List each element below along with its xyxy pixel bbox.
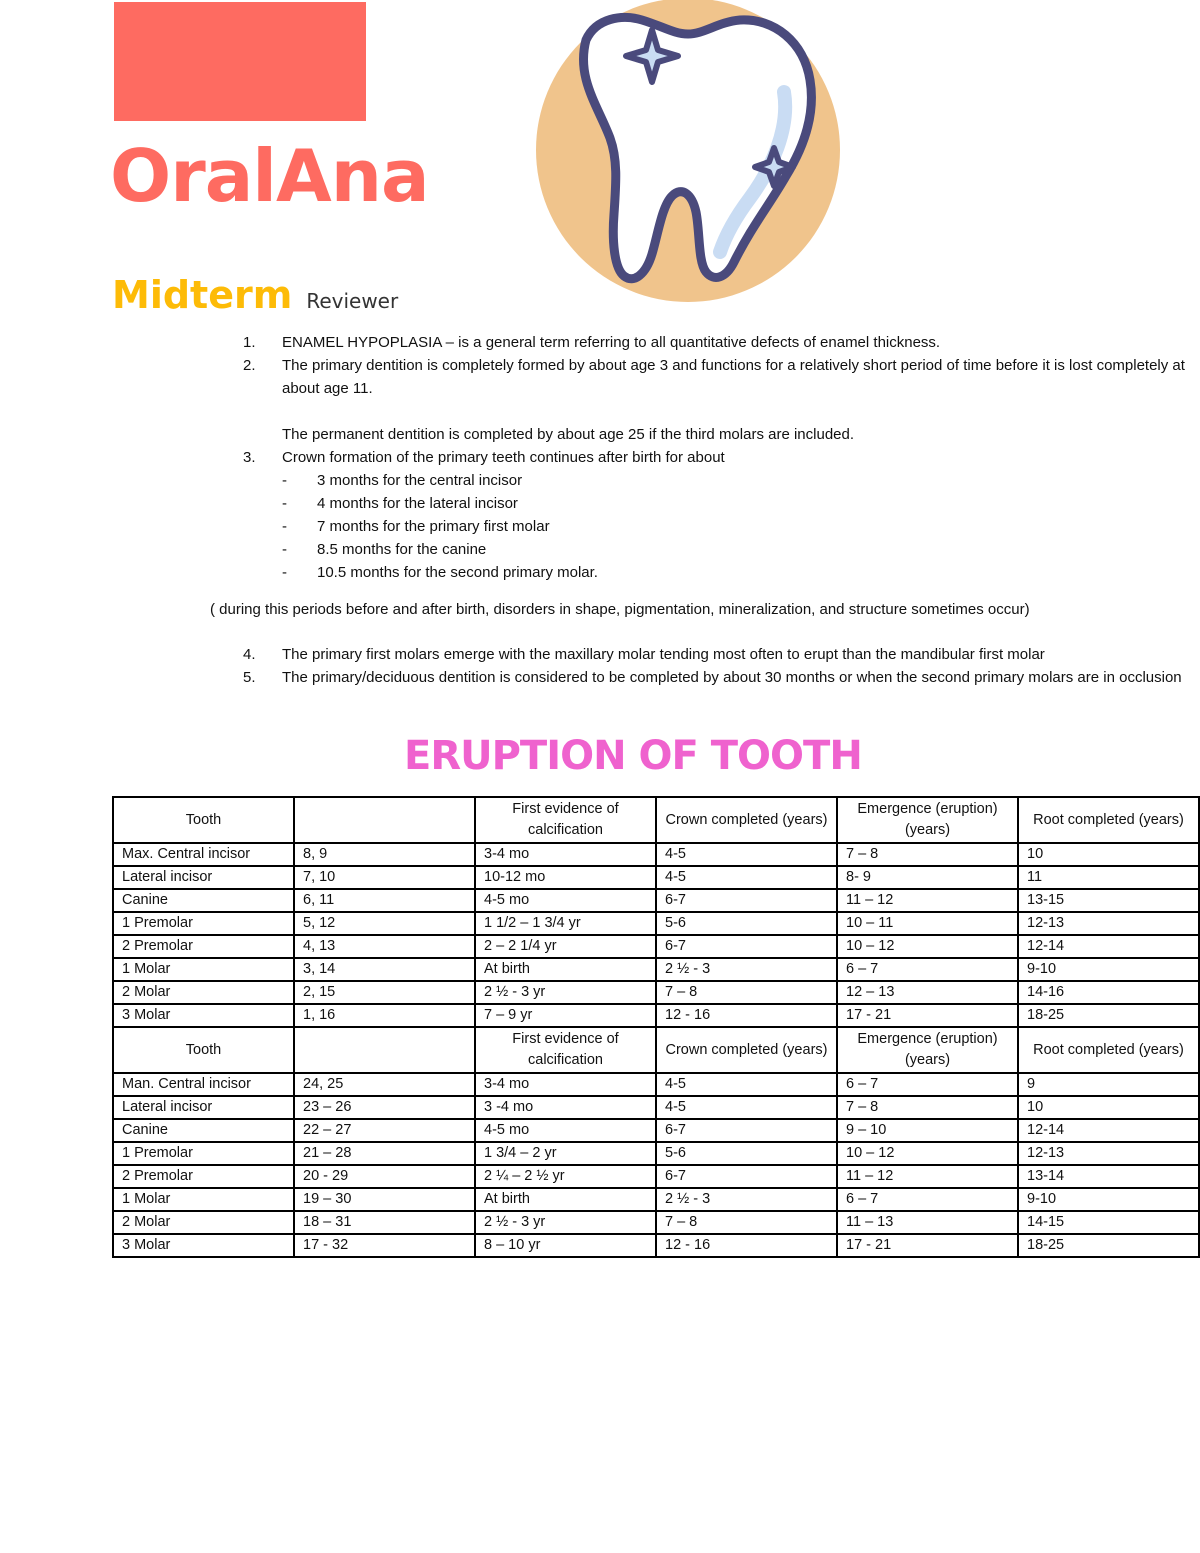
table-row	[113, 1142, 1199, 1165]
table-cell: 17 - 21	[837, 1234, 1018, 1257]
bullet-item: - 8.5 months for the canine	[282, 541, 487, 558]
table-header-cell: Emergence (eruption) (years)	[837, 1027, 1018, 1073]
table-header-cell: Crown completed (years)	[656, 797, 837, 843]
table-row	[113, 1073, 1199, 1096]
table-cell: 12-14	[1018, 935, 1199, 958]
table-cell: 4-5	[656, 866, 837, 889]
subtitle-midterm: Midterm	[112, 273, 293, 317]
note-item: 5. The primary/deciduous dentition is considered to be completed by about 30 months or when the second primary molars are in occlusion	[243, 669, 1182, 686]
table-cell: 7 – 9 yr	[475, 1004, 656, 1027]
table-row	[113, 912, 1199, 935]
table-cell: 7 – 8	[837, 1096, 1018, 1119]
table-header-row	[113, 797, 1199, 843]
table-header-cell: Tooth	[113, 797, 294, 843]
table-cell: 2 ½ - 3	[656, 1188, 837, 1211]
table-cell: 10 – 12	[837, 935, 1018, 958]
table-cell: 13-14	[1018, 1165, 1199, 1188]
table-cell: 6, 11	[294, 889, 475, 912]
table-cell: Man. Central incisor	[113, 1073, 294, 1096]
table-cell: 2, 15	[294, 981, 475, 1004]
table-cell: 17 - 21	[837, 1004, 1018, 1027]
table-cell: 18-25	[1018, 1004, 1199, 1027]
table-cell: 22 – 27	[294, 1119, 475, 1142]
table-cell: 2 ½ - 3 yr	[475, 1211, 656, 1234]
table-cell: 18-25	[1018, 1234, 1199, 1257]
table-header-cell: First evidence of calcification	[475, 797, 656, 843]
table-cell: 1, 16	[294, 1004, 475, 1027]
table-row	[113, 958, 1199, 981]
table-cell: 20 - 29	[294, 1165, 475, 1188]
table-cell: 3 Molar	[113, 1234, 294, 1257]
table-cell: 2 – 2 1/4 yr	[475, 935, 656, 958]
table-header-cell	[294, 797, 475, 843]
table-cell: 7 – 8	[837, 843, 1018, 866]
table-cell: Max. Central incisor	[113, 843, 294, 866]
table-header-cell: First evidence of calcification	[475, 1027, 656, 1073]
table-cell: 6 – 7	[837, 958, 1018, 981]
table-header-cell: Crown completed (years)	[656, 1027, 837, 1073]
bullet-item: - 4 months for the lateral incisor	[282, 495, 518, 512]
table-cell: 6-7	[656, 935, 837, 958]
brand-title: OralAna	[110, 134, 429, 218]
note-item: 3. Crown formation of the primary teeth continues after birth for about	[243, 449, 725, 466]
table-row	[113, 935, 1199, 958]
table-header-row	[113, 1027, 1199, 1073]
table-cell: At birth	[475, 1188, 656, 1211]
table-title: ERUPTION OF TOOTH	[404, 733, 862, 779]
brand-color-block	[114, 2, 366, 121]
table-cell: 6-7	[656, 889, 837, 912]
table-cell: 11 – 12	[837, 889, 1018, 912]
table-row	[113, 1188, 1199, 1211]
bullet-item: - 10.5 months for the second primary molar.	[282, 564, 598, 581]
table-row	[113, 1119, 1199, 1142]
table-row	[113, 1096, 1199, 1119]
table-row	[113, 1234, 1199, 1257]
table-cell: 7, 10	[294, 866, 475, 889]
note-item: 4. The primary first molars emerge with the maxillary molar tending most often to erupt than the mandibular first molar	[243, 646, 1045, 663]
table-cell: 10	[1018, 843, 1199, 866]
table-cell: 8, 9	[294, 843, 475, 866]
table-cell: 7 – 8	[656, 1211, 837, 1234]
table-cell: 11 – 13	[837, 1211, 1018, 1234]
table-cell: 3-4 mo	[475, 843, 656, 866]
table-cell: 17 - 32	[294, 1234, 475, 1257]
bullet-item: - 7 months for the primary first molar	[282, 518, 550, 535]
table-cell: 14-16	[1018, 981, 1199, 1004]
table-cell: Lateral incisor	[113, 866, 294, 889]
table-cell: 4-5 mo	[475, 1119, 656, 1142]
table-cell: 6 – 7	[837, 1188, 1018, 1211]
table-cell: At birth	[475, 958, 656, 981]
table-cell: 9-10	[1018, 958, 1199, 981]
table-cell: 12 - 16	[656, 1004, 837, 1027]
table-cell: 18 – 31	[294, 1211, 475, 1234]
notes-list-continued	[243, 643, 1193, 689]
table-cell: Lateral incisor	[113, 1096, 294, 1119]
subtitle-reviewer: Reviewer	[306, 289, 399, 313]
table-cell: 4-5 mo	[475, 889, 656, 912]
table-cell: 12-14	[1018, 1119, 1199, 1142]
table-cell: 6-7	[656, 1119, 837, 1142]
table-cell: 2 Molar	[113, 981, 294, 1004]
table-cell: 2 Molar	[113, 1211, 294, 1234]
table-cell: 3 Molar	[113, 1004, 294, 1027]
table-cell: 4-5	[656, 1073, 837, 1096]
table-cell: 23 – 26	[294, 1096, 475, 1119]
table-cell: 9	[1018, 1073, 1199, 1096]
table-cell: 11 – 12	[837, 1165, 1018, 1188]
table-cell: 21 – 28	[294, 1142, 475, 1165]
table-cell: 12 - 16	[656, 1234, 837, 1257]
notes-list	[243, 331, 1193, 584]
table-cell: Canine	[113, 889, 294, 912]
table-row	[113, 866, 1199, 889]
table-cell: 2 ¼ – 2 ½ yr	[475, 1165, 656, 1188]
table-cell: 10	[1018, 1096, 1199, 1119]
table-cell: Canine	[113, 1119, 294, 1142]
table-cell: 14-15	[1018, 1211, 1199, 1234]
table-header-cell: Root completed (years)	[1018, 797, 1199, 843]
table-row	[113, 981, 1199, 1004]
table-cell: 8- 9	[837, 866, 1018, 889]
table-cell: 9-10	[1018, 1188, 1199, 1211]
table-cell: 6 – 7	[837, 1073, 1018, 1096]
table-cell: 5, 12	[294, 912, 475, 935]
subtitle	[112, 273, 399, 317]
table-cell: 10 – 11	[837, 912, 1018, 935]
table-row	[113, 889, 1199, 912]
table-header-cell: Emergence (eruption) (years)	[837, 797, 1018, 843]
table-cell: 3-4 mo	[475, 1073, 656, 1096]
table-cell: 2 Premolar	[113, 935, 294, 958]
table-cell: 3 -4 mo	[475, 1096, 656, 1119]
table-cell: 9 – 10	[837, 1119, 1018, 1142]
tooth-illustration	[534, 0, 842, 303]
table-cell: 10-12 mo	[475, 866, 656, 889]
table-cell: 4, 13	[294, 935, 475, 958]
table-cell: 10 – 12	[837, 1142, 1018, 1165]
table-cell: 3, 14	[294, 958, 475, 981]
note-item: 1. ENAMEL HYPOPLASIA – is a general term referring to all quantitative defects of enamel thickness.	[243, 334, 941, 351]
table-cell: 7 – 8	[656, 981, 837, 1004]
table-header-cell	[294, 1027, 475, 1073]
table-row	[113, 1004, 1199, 1027]
table-cell: 24, 25	[294, 1073, 475, 1096]
table-row	[113, 843, 1199, 866]
table-cell: 6-7	[656, 1165, 837, 1188]
table-cell: 2 ½ - 3	[656, 958, 837, 981]
table-row	[113, 1165, 1199, 1188]
table-header-cell: Tooth	[113, 1027, 294, 1073]
table-cell: 12 – 13	[837, 981, 1018, 1004]
parenthetical-note: ( during this periods before and after birth, disorders in shape, pigmentation, mineralization, and structure sometimes occur)	[210, 601, 1030, 618]
table-cell: 4-5	[656, 843, 837, 866]
table-cell: 1 1/2 – 1 3/4 yr	[475, 912, 656, 935]
table-cell: 8 – 10 yr	[475, 1234, 656, 1257]
table-header-cell: Root completed (years)	[1018, 1027, 1199, 1073]
table-cell: 5-6	[656, 1142, 837, 1165]
table-cell: 1 3/4 – 2 yr	[475, 1142, 656, 1165]
note-item: 2. The primary dentition is completely formed by about age 3 and functions for a relatively short period of time before it is lost completely at about age 11. The permanent dentition is completed by about age 25 if the third molars are included.	[243, 354, 1193, 446]
table-cell: 1 Molar	[113, 1188, 294, 1211]
note-subparagraph: The permanent dentition is completed by about age 25 if the third molars are included.	[282, 426, 855, 443]
table-cell: 5-6	[656, 912, 837, 935]
table-cell: 2 ½ - 3 yr	[475, 981, 656, 1004]
table-cell: 12-13	[1018, 1142, 1199, 1165]
bullet-item: - 3 months for the central incisor	[282, 472, 523, 489]
table-cell: 2 Premolar	[113, 1165, 294, 1188]
table-cell: 13-15	[1018, 889, 1199, 912]
table-cell: 1 Premolar	[113, 1142, 294, 1165]
eruption-table	[112, 796, 1200, 1258]
table-cell: 12-13	[1018, 912, 1199, 935]
table-cell: 4-5	[656, 1096, 837, 1119]
table-cell: 19 – 30	[294, 1188, 475, 1211]
table-cell: 1 Premolar	[113, 912, 294, 935]
table-cell: 1 Molar	[113, 958, 294, 981]
table-cell: 11	[1018, 866, 1199, 889]
table-row	[113, 1211, 1199, 1234]
